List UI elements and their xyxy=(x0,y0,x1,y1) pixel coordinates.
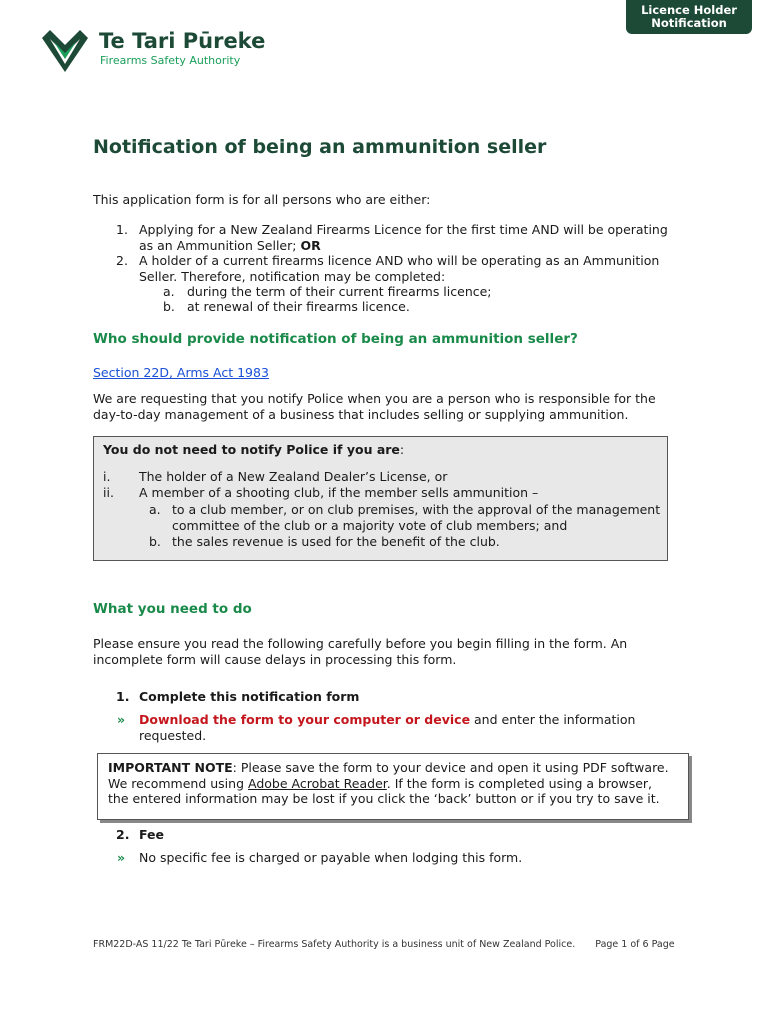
list-number: 1. xyxy=(116,222,128,237)
note-text: We recommend using xyxy=(108,775,248,791)
logo-title: Te Tari Pūreke xyxy=(99,29,266,53)
licence-holder-tab xyxy=(626,0,752,34)
step-title: Fee xyxy=(139,827,164,842)
step-1-heading xyxy=(116,689,359,705)
list-text: Seller. Therefore, notification may be completed: xyxy=(139,268,446,284)
list-text: A holder of a current firearms licence AND who will be operating as an Ammunition xyxy=(139,253,660,268)
exemptions-colon: : xyxy=(399,442,405,457)
footer-left: FRM22D-AS 11/22 Te Tari Pūreke – Firearms Safety Authority is a business unit of New Zealand Police. xyxy=(93,939,576,950)
list-item xyxy=(103,485,538,501)
paragraph-line: Please ensure you read the following carefully before you begin filling in the form. An xyxy=(93,636,628,651)
download-form-link[interactable]: Download the form to your computer or device xyxy=(139,712,471,727)
list-letter: a. xyxy=(163,284,175,299)
intro-text: This application form is for all persons who are either: xyxy=(93,192,431,207)
list-text: as an Ammunition Seller; xyxy=(139,237,301,253)
list-letter: a. xyxy=(149,502,161,517)
list-item xyxy=(149,502,660,533)
note-text: : Please save the form to your device and open it using PDF software. xyxy=(232,760,669,775)
list-text: the sales revenue is used for the benefit of the club. xyxy=(172,534,500,549)
list-text: Applying for a New Zealand Firearms Licence for the first time AND will be operating xyxy=(139,222,668,237)
section-heading-what: What you need to do xyxy=(93,601,252,617)
list-number: 2. xyxy=(116,253,128,268)
adobe-reader-link[interactable]: Adobe Acrobat Reader xyxy=(247,775,387,791)
step-text: No specific fee is charged or payable when lodging this form. xyxy=(139,850,523,865)
list-text-bold: OR xyxy=(300,237,321,253)
tab-line-1: Licence Holder xyxy=(641,3,737,17)
step-1-bullet xyxy=(117,712,637,743)
logo-subtitle: Firearms Safety Authority xyxy=(100,54,241,67)
list-item xyxy=(163,284,492,300)
exemptions-heading xyxy=(103,442,404,458)
important-label: IMPORTANT NOTE xyxy=(108,760,233,775)
important-note-text xyxy=(108,760,686,807)
step-number: 1. xyxy=(116,689,130,704)
list-text: at renewal of their firearms licence. xyxy=(187,299,410,314)
section1-paragraph xyxy=(93,391,683,422)
list-number: ii. xyxy=(103,485,114,500)
step-title: Complete this notification form xyxy=(139,689,360,704)
arms-act-link[interactable]: Section 22D, Arms Act 1983 xyxy=(93,365,269,380)
list-text: The holder of a New Zealand Dealer’s License, or xyxy=(139,469,448,484)
list-letter: b. xyxy=(163,299,175,314)
list-item xyxy=(116,222,676,253)
exemptions-heading-text: You do not need to notify Police if you are xyxy=(103,442,400,457)
step-2-heading xyxy=(116,827,164,843)
paragraph-line: incomplete form will cause delays in processing this form. xyxy=(93,651,457,667)
fsa-logo-icon xyxy=(40,26,90,74)
list-text: A member of a shooting club, if the member sells ammunition – xyxy=(139,485,539,500)
list-number: i. xyxy=(103,469,111,484)
step-number: 2. xyxy=(116,827,130,842)
chevron-right-icon: » xyxy=(117,712,126,727)
paragraph-line: We are requesting that you notify Police when you are a person who is responsible for the xyxy=(93,391,656,406)
list-text: during the term of their current firearms licence; xyxy=(187,284,492,299)
list-item xyxy=(163,299,410,315)
page-number: Page 1 of 6 Page xyxy=(595,939,675,950)
list-text: committee of the club or a majority vote of club members; and xyxy=(172,517,568,533)
note-text: the entered information may be lost if you click the ‘back’ button or if you try to save it. xyxy=(108,791,660,806)
section-heading-who: Who should provide notification of being an ammunition seller? xyxy=(93,331,578,347)
section2-paragraph xyxy=(93,636,683,667)
note-text: . If the form is completed using a browser, xyxy=(386,775,653,791)
list-item xyxy=(149,534,500,550)
chevron-right-icon: » xyxy=(117,850,126,865)
list-item xyxy=(103,469,447,485)
list-letter: b. xyxy=(149,534,161,549)
paragraph-line: day-to-day management of a business that includes selling or supplying ammunition. xyxy=(93,406,629,422)
list-item xyxy=(116,253,676,284)
page-title: Notification of being an ammunition seller xyxy=(93,136,547,158)
tab-line-2: Notification xyxy=(651,16,727,30)
list-text: to a club member, or on club premises, with the approval of the management xyxy=(172,502,661,517)
step-text: and enter the information xyxy=(470,712,636,727)
page-footer xyxy=(93,939,675,951)
step-text: requested. xyxy=(139,727,207,743)
step-2-bullet xyxy=(117,850,522,866)
